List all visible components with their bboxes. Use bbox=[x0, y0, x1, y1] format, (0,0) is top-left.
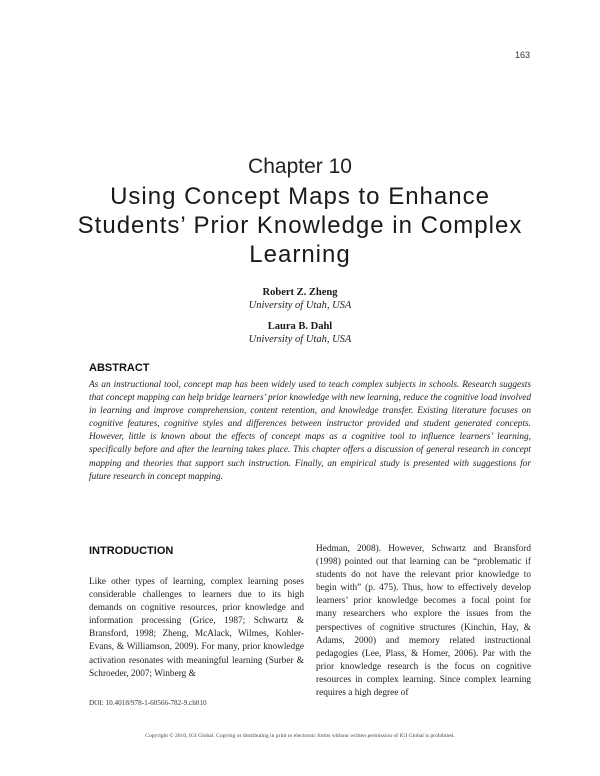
author-name: Robert Z. Zheng bbox=[262, 287, 338, 298]
introduction-right-column: Hedman, 2008). However, Schwartz and Bransford (1998) pointed out that learning can be “problematic if students do not have the relevant prior knowledge to begin with” (p. 475). Thus, how to effectively develop learners’ prior knowledge becomes a focal point for many researchers who explore the issues from the perspectives of cognitive structures (Kinchin, Hay, & Adams, 2000) and memory related instructional pedagogies (Lee, Plass, & Homer, 2006). Par with the prior knowledge research is the focus on cognitive resources in complex learning. Since complex learning requires a high degree of bbox=[316, 544, 531, 699]
abstract-text: As an instructional tool, concept map has been widely used to teach complex subjects in schools. Research suggests that concept mapping can help bridge learners’ prior knowledge with new learning, reduce the cognitive load involved in learning and improve comprehension, content retention, and knowledge transfer. Existing literature focuses on cognitive features, cognitive styles and differences between instructor provided and student generated concepts. However, little is known about the effects of concept maps as a cognitive tool to influence learners’ learning, specifically before and after the learning takes place. This chapter offers a discussion of general research in concept mapping and theories that support such instruction. Finally, an empirical study is presented with suggestions for future research in concept mapping. bbox=[89, 380, 531, 482]
page-number: 163 bbox=[514, 50, 530, 60]
doi: DOI: 10.4018/978-1-60566-782-9.ch010 bbox=[89, 699, 207, 707]
chapter-title: Using Concept Maps to Enhance Students’ Prior Knowledge in Complex Learning bbox=[77, 183, 523, 268]
author-affiliation: University of Utah, USA bbox=[248, 300, 352, 311]
copyright-notice: Copyright © 2010, IGI Global. Copying or distributing in print or electronic forms without written permission of IGI Global is prohibited. bbox=[145, 733, 455, 739]
author-name: Laura B. Dahl bbox=[267, 321, 333, 332]
author-2 bbox=[0, 320, 600, 346]
author-affiliation: University of Utah, USA bbox=[248, 334, 352, 345]
introduction-heading: INTRODUCTION bbox=[89, 545, 174, 557]
author-1 bbox=[0, 286, 600, 312]
introduction-left-column: Like other types of learning, complex learning poses considerable challenges to learners due to its high demands on cognitive resources, prior knowledge and information processing (Grice, 1987; Schwartz & Bransford, 1998; Zheng, McAlack, Wilmes, Kohler-Evans, & Williamson, 2009). For many, prior knowledge activation resonates with meaningful learning (Surber & Schroeder, 2007; Winberg & bbox=[89, 577, 304, 679]
chapter-label: Chapter 10 bbox=[248, 155, 352, 178]
abstract-heading: ABSTRACT bbox=[89, 362, 150, 374]
